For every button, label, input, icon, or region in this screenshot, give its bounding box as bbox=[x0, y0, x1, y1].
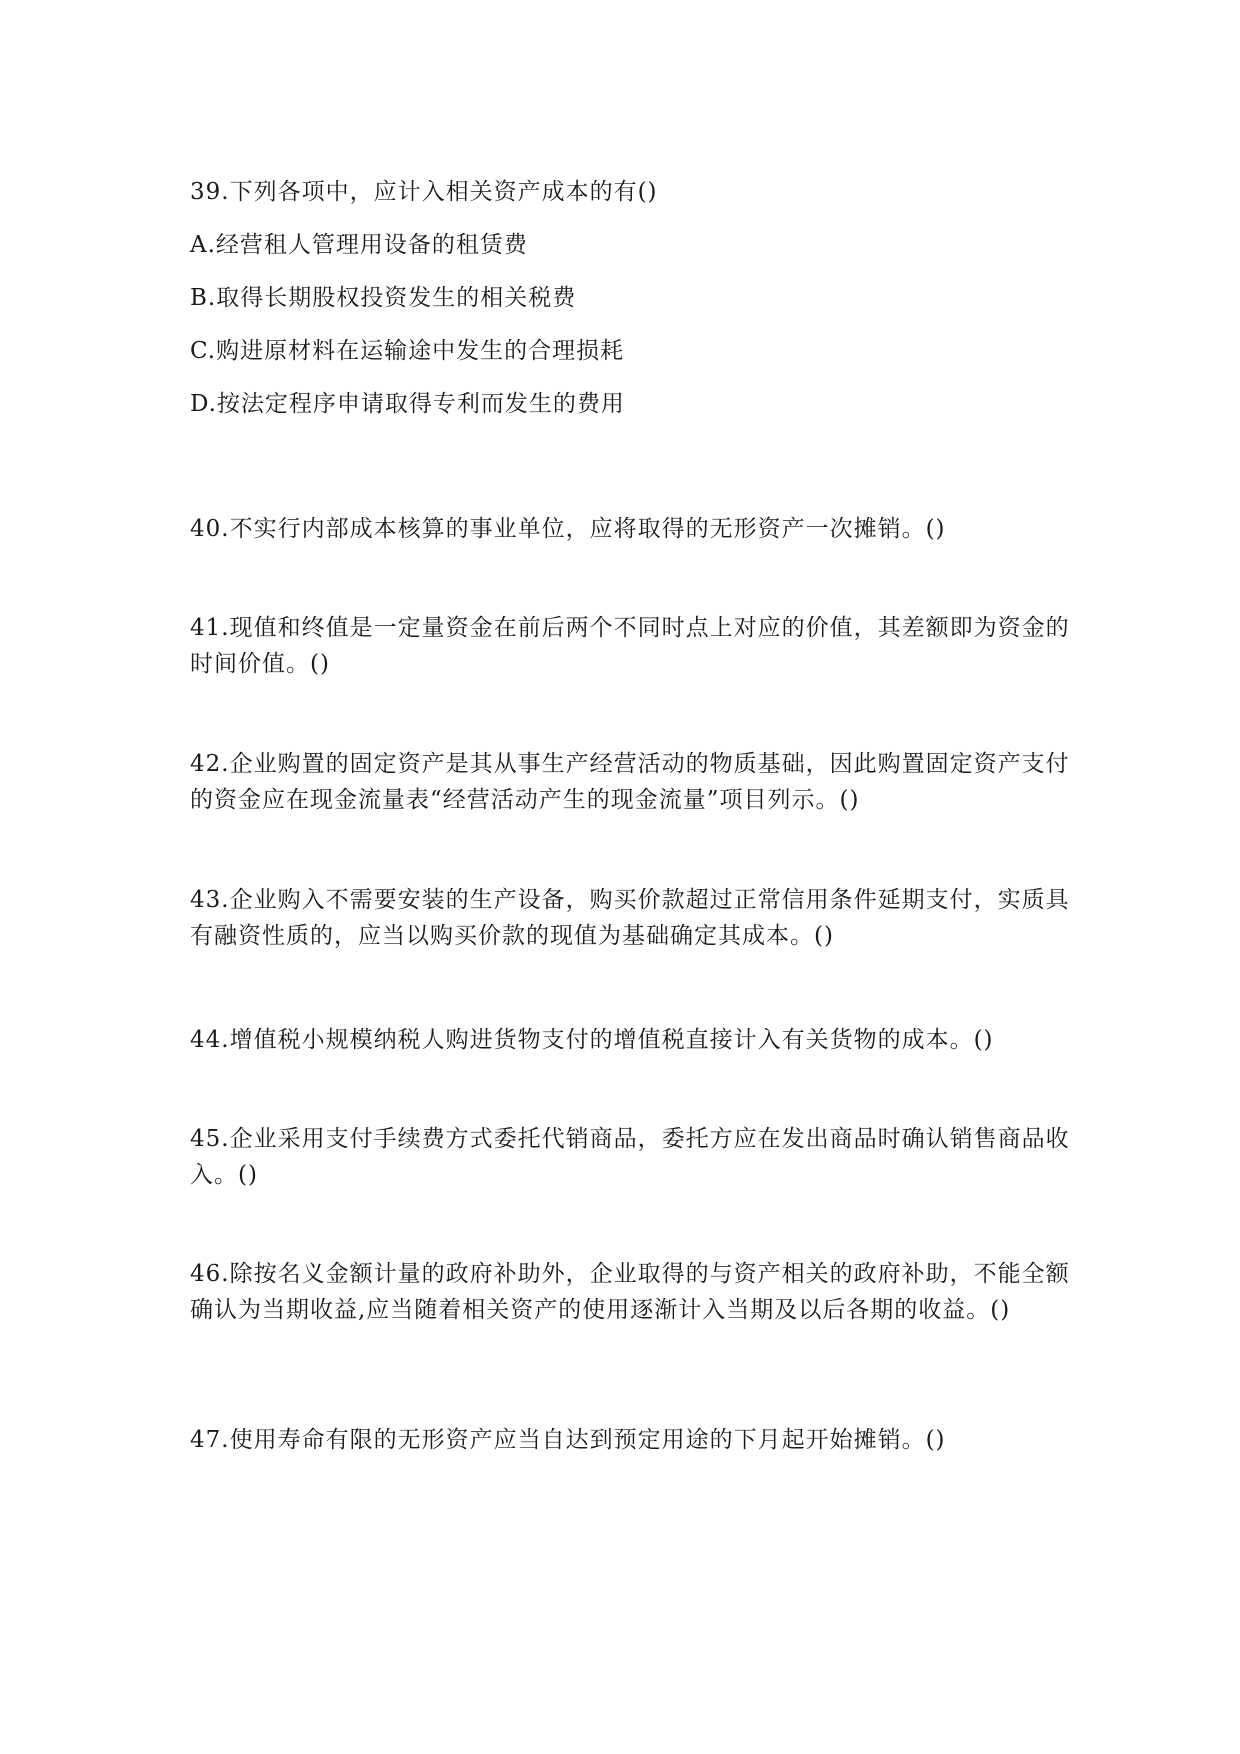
question-stem: 39.下列各项中，应计入相关资产成本的有() bbox=[190, 179, 658, 205]
question-stem: 44.增值税小规模纳税人购进货物支付的增值税直接计入有关货物的成本。() bbox=[190, 1027, 994, 1053]
option-b: B.取得长期股权投资发生的相关税费 bbox=[190, 285, 577, 311]
question-stem: 41.现值和终值是一定量资金在前后两个不同时点上对应的价值，其差额即为资金的时间价值。() bbox=[190, 615, 1070, 677]
question-45 bbox=[190, 1121, 1070, 1193]
question-42 bbox=[190, 746, 1070, 818]
question-stem: 45.企业采用支付手续费方式委托代销商品，委托方应在发出商品时确认销售商品收入。() bbox=[190, 1126, 1070, 1188]
question-40 bbox=[190, 511, 1070, 547]
question-41 bbox=[190, 610, 1070, 682]
option-c: C.购进原材料在运输途中发生的合理损耗 bbox=[190, 338, 625, 364]
question-46 bbox=[190, 1256, 1070, 1328]
option-a: A.经营租人管理用设备的租赁费 bbox=[190, 232, 528, 258]
question-44 bbox=[190, 1022, 1070, 1058]
question-43 bbox=[190, 882, 1070, 954]
question-stem: 42.企业购置的固定资产是其从事生产经营活动的物质基础，因此购置固定资产支付的资金应在现金流量表“经营活动产生的现金流量”项目列示。() bbox=[190, 751, 1070, 813]
option-d: D.按法定程序申请取得专利而发生的费用 bbox=[190, 391, 625, 417]
question-47 bbox=[190, 1422, 1070, 1458]
question-39 bbox=[190, 174, 1070, 422]
question-stem: 40.不实行内部成本核算的事业单位，应将取得的无形资产一次摊销。() bbox=[190, 516, 946, 542]
question-stem: 47.使用寿命有限的无形资产应当自达到预定用途的下月起开始摊销。() bbox=[190, 1427, 946, 1453]
question-stem: 43.企业购入不需要安装的生产设备，购买价款超过正常信用条件延期支付，实质具有融资性质的，应当以购买价款的现值为基础确定其成本。() bbox=[190, 887, 1070, 949]
question-stem: 46.除按名义金额计量的政府补助外，企业取得的与资产相关的政府补助，不能全额确认为当期收益,应当随着相关资产的使用逐渐计入当期及以后各期的收益。() bbox=[190, 1261, 1070, 1323]
